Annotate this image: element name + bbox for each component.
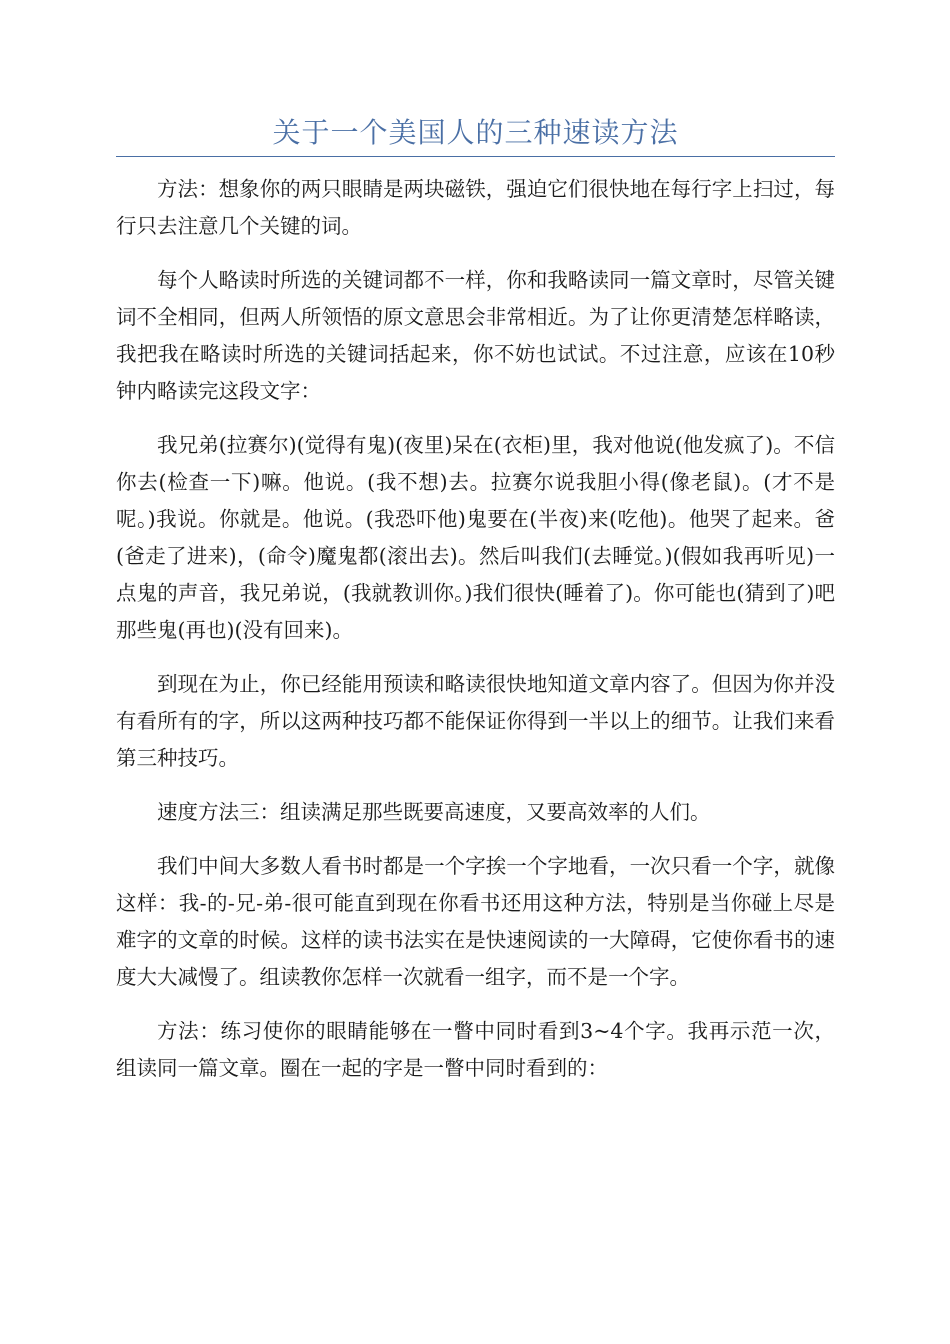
paragraph-1: 方法：想象你的两只眼睛是两块磁铁，强迫它们很快地在每行字上扫过，每行只去注意几个关键的词。 — [116, 177, 835, 238]
paragraph-3: 我兄弟(拉赛尔)(觉得有鬼)(夜里)呆在(衣柜)里，我对他说(他发疯了)。不信你去(检查一下)嘛。他说。(我不想)去。拉赛尔说我胆小得(像老鼠)。(才不是呢。)我说。你就是。他说。(我恐吓他)鬼要在(半夜)来(吃他)。他哭了起来。爸(爸走了进来)，(命令)魔鬼都(滚出去)。然后叫我们(去睡觉。)(假如我再听见)一点鬼的声音，我兄弟说，(我就教训你。)我们很快(睡着了)。你可能也(猜到了)吧那些鬼(再也)(没有回来)。 — [116, 433, 835, 642]
paragraph-6: 我们中间大多数人看书时都是一个字挨一个字地看，一次只看一个字，就像这样：我-的-兄-弟-很可能直到现在你看书还用这种方法，特别是当你碰上尽是难字的文章的时候。这样的读书法实在是快速阅读的一大障碍，它使你看书的速度大大减慢了。组读教你怎样一次就看一组字，而不是一个字。 — [116, 854, 835, 989]
document-body — [116, 171, 835, 1104]
paragraph-7: 方法：练习使你的眼睛能够在一瞥中同时看到3~4个字。我再示范一次，组读同一篇文章。圈在一起的字是一瞥中同时看到的： — [116, 1019, 835, 1080]
paragraph-2: 每个人略读时所选的关键词都不一样，你和我略读同一篇文章时，尽管关键词不全相同，但两人所领悟的原文意思会非常相近。为了让你更清楚怎样略读，我把我在略读时所选的关键词括起来，你不妨也试试。不过注意，应该在10秒钟内略读完这段文字： — [116, 268, 835, 403]
paragraph-4: 到现在为止，你已经能用预读和略读很快地知道文章内容了。但因为你并没有看所有的字，所以这两种技巧都不能保证你得到一半以上的细节。让我们来看第三种技巧。 — [116, 672, 835, 770]
document-title: 关于一个美国人的三种速读方法 — [272, 116, 679, 149]
paragraph-5: 速度方法三：组读满足那些既要高速度，又要高效率的人们。 — [157, 800, 711, 824]
title-rule — [116, 110, 835, 157]
